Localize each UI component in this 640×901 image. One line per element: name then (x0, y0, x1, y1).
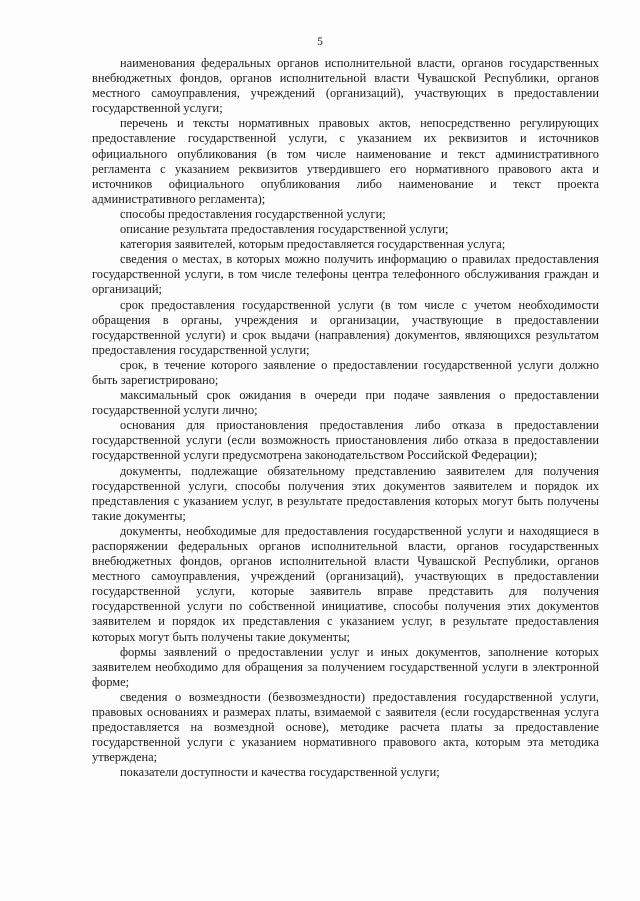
paragraph: формы заявлений о предоставлении услуг и иных документов, заполнение которых заявителем необходимо для обращения за получением государственной услуги в электронной форме; (92, 644, 599, 689)
document-body (92, 56, 599, 781)
paragraph: основания для приостановления предоставления либо отказа в предоставлении государственной услуги (если возможность приостановления либо отказа в предоставлении государственной услуги предусмотрена законодательством Российской Федерации); (92, 418, 599, 463)
page-number: 5 (317, 36, 323, 48)
paragraph: максимальный срок ожидания в очереди при подаче заявления о предоставлении государственной услуги лично; (92, 388, 599, 418)
paragraph: показатели доступности и качества государственной услуги; (120, 765, 440, 780)
paragraph: сведения о местах, в которых можно получить информацию о правилах предоставления государственной услуги, в том числе телефоны центра телефонного обслуживания граждан и организаций; (92, 252, 599, 297)
paragraph: категория заявителей, которым предоставляется государственная услуга; (120, 237, 506, 252)
paragraph: срок предоставления государственной услуги (в том числе с учетом необходимости обращения в органы, учреждения и организации, участвующие в предоставлении государственной услуги) и срок выдачи (направления) документов, являющихся результатом предоставления государственной услуги; (92, 297, 599, 357)
paragraph: срок, в течение которого заявление о предоставлении государственной услуги должно быть зарегистрировано; (92, 357, 599, 387)
paragraph: сведения о возмездности (безвозмездности) предоставления государственной услуги, правовых основаниях и размерах платы, взимаемой с заявителя (если государственная услуга предоставляется на возмездной основе), методике расчета платы за предоставление государственной услуги с указанием нормативного правового акта, которым эта методика утверждена; (92, 689, 599, 765)
paragraph: перечень и тексты нормативных правовых актов, непосредственно регулирующих предоставление государственной услуги, с указанием их реквизитов и источников официального опубликования (в том числе наименование и текст административного регламента с указанием реквизитов утвердившего его нормативного правового акта и источников официального опубликования либо наименование и текст проекта административного регламента); (92, 116, 599, 206)
paragraph: наименования федеральных органов исполнительной власти, органов государственных внебюджетных фондов, органов исполнительной власти Чувашской Республики, органов местного самоуправления, учреждений (организаций), участвующих в предоставлении государственной услуги; (92, 56, 599, 116)
paragraph: документы, подлежащие обязательному представлению заявителем для получения государственной услуги, способы получения этих документов заявителем и порядок их представления с указанием услуг, в результате предоставления которых могут быть получены такие документы; (92, 463, 599, 523)
paragraph: способы предоставления государственной услуги; (120, 206, 386, 221)
paragraph: документы, необходимые для предоставления государственной услуги и находящиеся в распоряжении федеральных органов исполнительной власти, органов государственных внебюджетных фондов, органов исполнительной власти Чувашской Республики, органов местного самоуправления, учреждений (организаций), участвующих в предоставлении государственной услуги, которые заявитель вправе представить для получения государственной услуги по собственной инициативе, способы получения этих документов заявителем и порядок их представления с указанием услуг, в результате предоставления которых могут быть получены такие документы; (92, 523, 599, 644)
paragraph: описание результата предоставления государственной услуги; (120, 222, 449, 237)
